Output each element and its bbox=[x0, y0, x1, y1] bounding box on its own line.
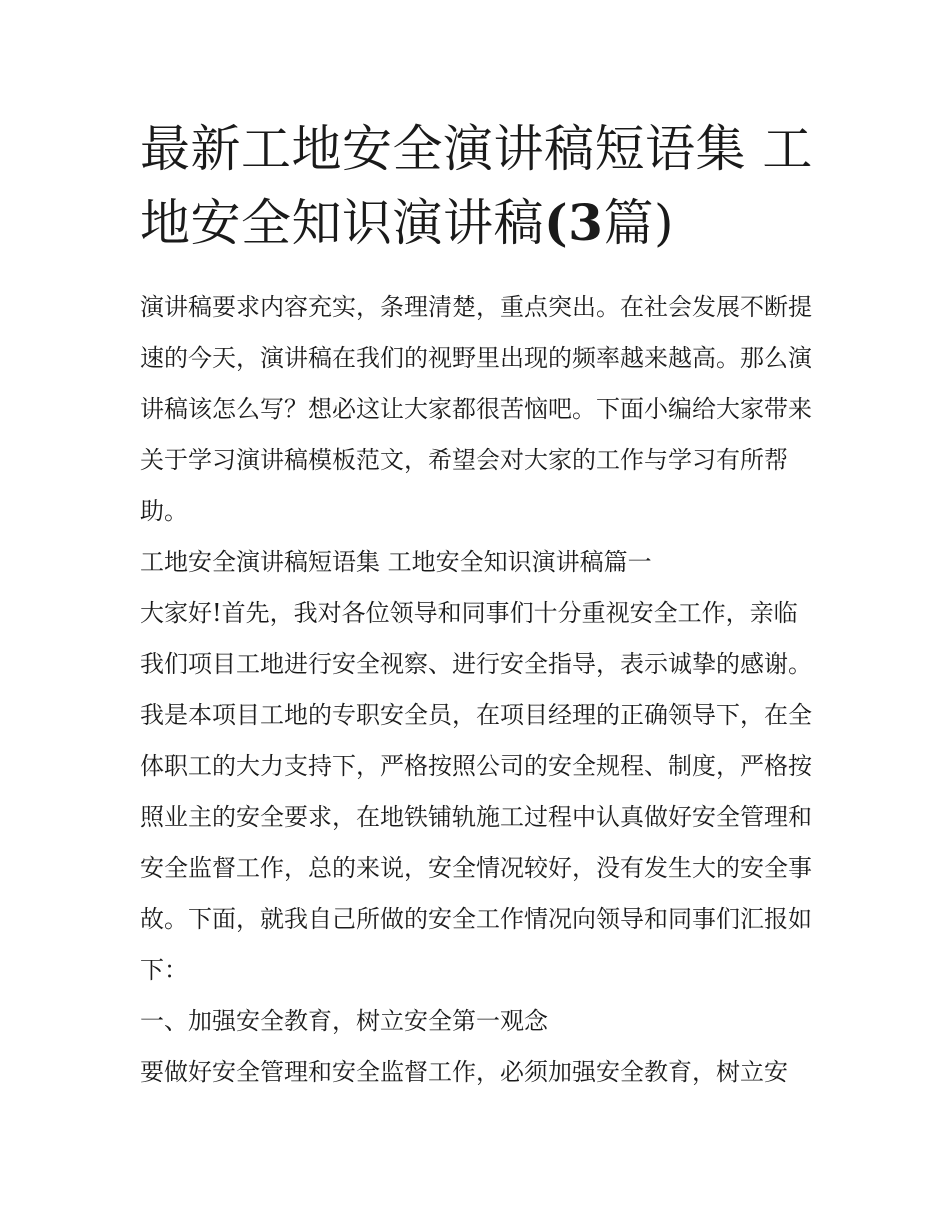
subsection-heading-1: 一、加强安全教育，树立安全第一观念 bbox=[140, 1007, 548, 1035]
document-title: 最新工地安全演讲稿短语集 工地安全知识演讲稿(3篇) bbox=[140, 120, 813, 252]
document-page bbox=[140, 112, 820, 1098]
section-heading-1: 工地安全演讲稿短语集 工地安全知识演讲稿篇一 bbox=[140, 548, 652, 576]
body-paragraph: 大家好!首先，我对各位领导和同事们十分重视安全工作，亲临我们项目工地进行安全视察、进行安全指导，表示诚挚的感谢。我是本项目工地的专职安全员，在项目经理的正确领导下，在全体职工的大力支持下，严格按照公司的安全规程、制度，严格按照业主的安全要求，在地铁铺轨施工过程中认真做好安全管理和安全监督工作，总的来说，安全情况较好，没有发生大的安全事故。下面，就我自己所做的安全工作情况向领导和同事们汇报如下： bbox=[140, 599, 812, 984]
title-count: (3 bbox=[544, 193, 604, 252]
intro-paragraph: 演讲稿要求内容充实，条理清楚，重点突出。在社会发展不断提速的今天，演讲稿在我们的视野里出现的频率越来越高。那么演讲稿该怎么写？想必这让大家都很苦恼吧。下面小编给大家带来关于学习演讲稿模板范文，希望会对大家的工作与学习有所帮助。 bbox=[140, 293, 812, 525]
body-paragraph-continued: 要做好安全管理和安全监督工作，必须加强安全教育，树立安 bbox=[140, 1058, 788, 1086]
